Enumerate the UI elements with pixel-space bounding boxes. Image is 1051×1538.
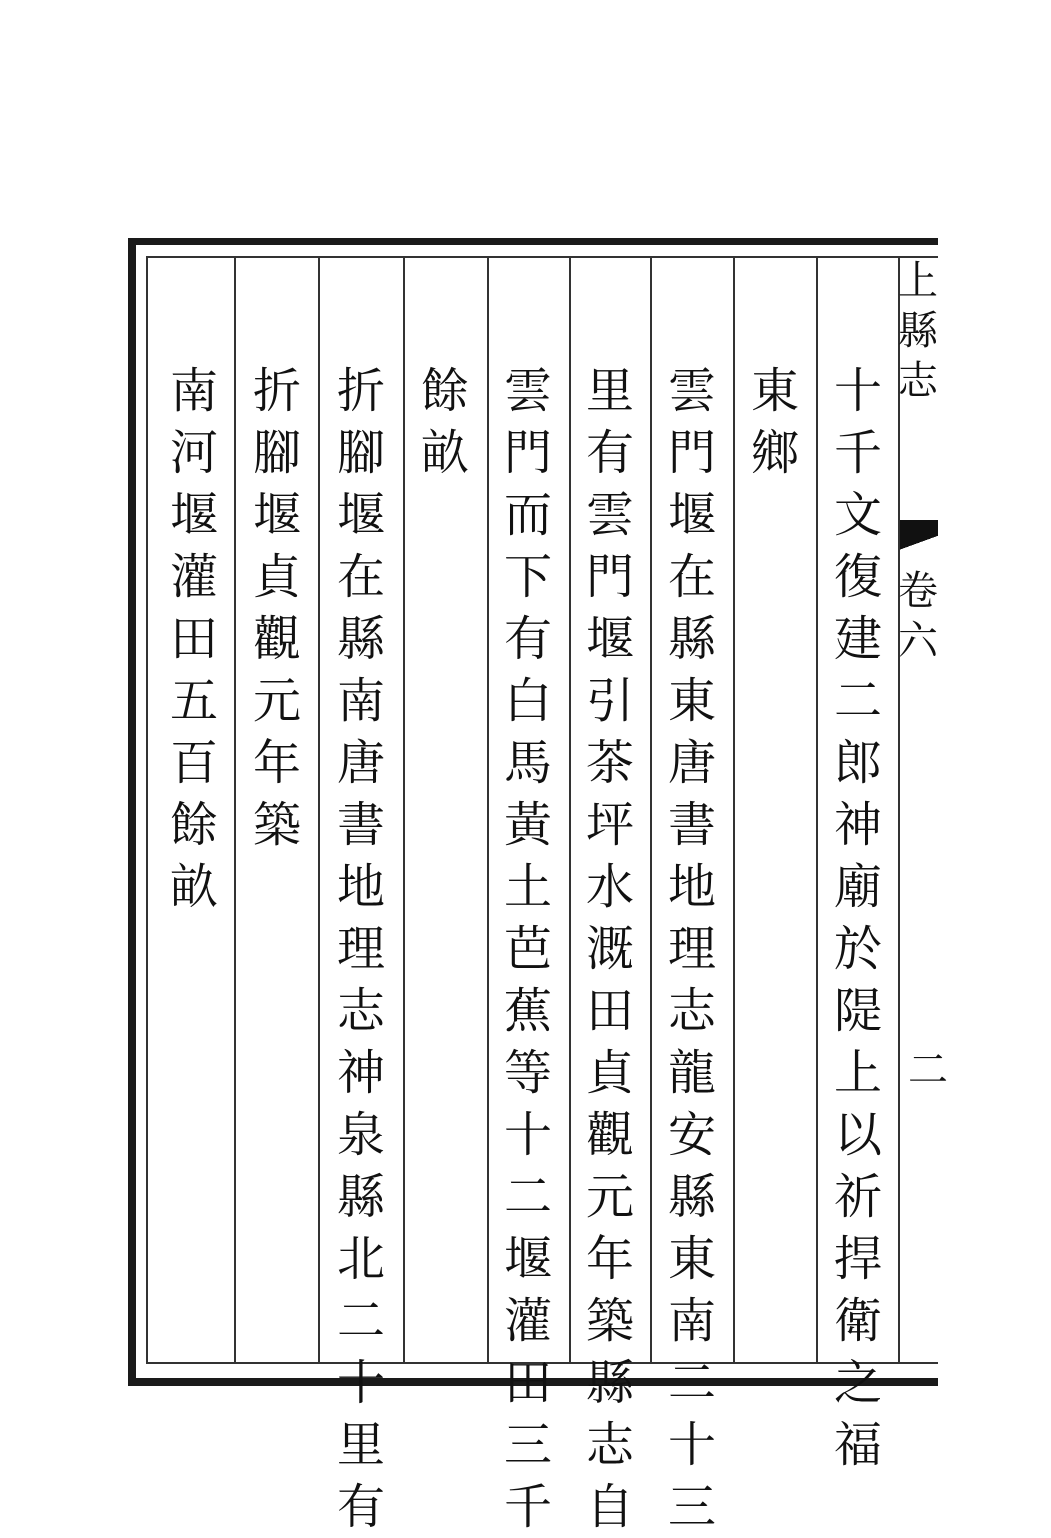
- leaf-number: 二: [908, 1047, 948, 1093]
- column-char: 縣: [667, 1169, 716, 1225]
- column-char: 二: [667, 1355, 716, 1411]
- column-char: 溉: [585, 921, 634, 977]
- column-char: 門: [585, 549, 634, 605]
- text-column: [331, 360, 391, 1538]
- column-char: 十: [667, 1417, 716, 1473]
- column-char: 田: [585, 983, 634, 1039]
- text-column: [745, 360, 805, 484]
- column-char: 茶: [585, 735, 634, 791]
- column-char: 坪: [585, 797, 634, 853]
- column-char: 地: [336, 859, 385, 915]
- column-char: 二: [503, 1169, 552, 1225]
- column-char: 元: [585, 1169, 634, 1225]
- column-char: 唐: [336, 735, 385, 791]
- column-char: 折: [336, 363, 385, 419]
- column-char: 引: [585, 673, 634, 729]
- column-char: 建: [833, 611, 882, 667]
- column-char: 里: [336, 1417, 385, 1473]
- column-char: 蕉: [503, 983, 552, 1039]
- column-char: 里: [585, 363, 634, 419]
- juan-char: 六: [898, 618, 938, 664]
- column-char: 雲: [585, 487, 634, 543]
- column-char: 畝: [420, 425, 469, 481]
- column-char: 復: [833, 549, 882, 605]
- column-rule: [234, 257, 236, 1363]
- column-char: 以: [833, 1107, 882, 1163]
- column-char: 郎: [833, 735, 882, 791]
- column-char: 河: [169, 425, 218, 481]
- column-char: 神: [833, 797, 882, 853]
- column-char: 堰: [667, 487, 716, 543]
- column-char: 堰: [585, 611, 634, 667]
- column-char: 年: [585, 1231, 634, 1287]
- column-char: 泉: [336, 1107, 385, 1163]
- column-char: 志: [585, 1417, 634, 1473]
- column-char: 捍: [833, 1231, 882, 1287]
- column-char: 有: [503, 611, 552, 667]
- text-column: [498, 360, 558, 1538]
- column-char: 雲: [503, 363, 552, 419]
- column-char: 灌: [169, 549, 218, 605]
- column-char: 自: [585, 1479, 634, 1535]
- column-char: 灌: [503, 1293, 552, 1349]
- column-char: 貞: [585, 1045, 634, 1101]
- column-char: 理: [667, 921, 716, 977]
- column-char: 年: [252, 735, 301, 791]
- title-char: 上: [898, 258, 938, 304]
- column-rule: [733, 257, 735, 1363]
- column-char: 觀: [252, 611, 301, 667]
- title-char: 縣: [898, 308, 938, 354]
- column-rule: [650, 257, 652, 1363]
- column-char: 白: [503, 673, 552, 729]
- column-char: 東: [667, 673, 716, 729]
- column-char: 神: [336, 1045, 385, 1101]
- column-rule: [403, 257, 405, 1363]
- column-char: 千: [503, 1479, 552, 1535]
- column-char: 北: [336, 1231, 385, 1287]
- column-char: 東: [750, 363, 799, 419]
- column-char: 等: [503, 1045, 552, 1101]
- column-char: 二: [833, 673, 882, 729]
- column-char: 安: [667, 1107, 716, 1163]
- column-char: 衛: [833, 1293, 882, 1349]
- column-char: 餘: [420, 363, 469, 419]
- column-char: 廟: [833, 859, 882, 915]
- column-char: 志: [336, 983, 385, 1039]
- column-char: 門: [667, 425, 716, 481]
- column-char: 堰: [252, 487, 301, 543]
- column-char: 水: [585, 859, 634, 915]
- column-char: 腳: [336, 425, 385, 481]
- column-char: 祈: [833, 1169, 882, 1225]
- text-column: [828, 360, 888, 1476]
- column-char: 理: [336, 921, 385, 977]
- column-rule: [569, 257, 571, 1363]
- text-column: [415, 360, 475, 484]
- column-char: 貞: [252, 549, 301, 605]
- center-fold-strip: [898, 256, 948, 1364]
- column-char: 三: [503, 1417, 552, 1473]
- column-char: 福: [833, 1417, 882, 1473]
- column-char: 馬: [503, 735, 552, 791]
- column-char: 雲: [667, 363, 716, 419]
- column-char: 門: [503, 425, 552, 481]
- column-char: 十: [833, 363, 882, 419]
- column-char: 三: [667, 1479, 716, 1535]
- column-char: 下: [503, 549, 552, 605]
- column-char: 田: [169, 611, 218, 667]
- column-char: 於: [833, 921, 882, 977]
- column-char: 黃: [503, 797, 552, 853]
- column-char: 折: [252, 363, 301, 419]
- text-column: [662, 360, 722, 1538]
- column-rule: [487, 257, 489, 1363]
- column-char: 南: [169, 363, 218, 419]
- column-char: 千: [833, 425, 882, 481]
- fishtail-mark: [900, 520, 938, 560]
- column-char: 鄉: [750, 425, 799, 481]
- column-char: 志: [667, 983, 716, 1039]
- column-char: 土: [503, 859, 552, 915]
- column-char: 五: [169, 673, 218, 729]
- column-char: 地: [667, 859, 716, 915]
- title-char: 志: [898, 358, 938, 404]
- column-char: 南: [667, 1293, 716, 1349]
- column-char: 田: [503, 1355, 552, 1411]
- column-char: 二: [336, 1293, 385, 1349]
- column-char: 書: [336, 797, 385, 853]
- juan-char: 卷: [898, 568, 938, 614]
- column-char: 堰: [336, 487, 385, 543]
- column-char: 南: [336, 673, 385, 729]
- column-char: 東: [667, 1231, 716, 1287]
- column-char: 築: [252, 797, 301, 853]
- column-char: 縣: [585, 1355, 634, 1411]
- column-char: 有: [336, 1479, 385, 1535]
- column-char: 堰: [169, 487, 218, 543]
- column-char: 縣: [667, 611, 716, 667]
- column-char: 在: [667, 549, 716, 605]
- text-column: [164, 360, 224, 918]
- column-char: 百: [169, 735, 218, 791]
- column-char: 畝: [169, 859, 218, 915]
- text-column: [580, 360, 640, 1538]
- column-char: 芭: [503, 921, 552, 977]
- column-char: 腳: [252, 425, 301, 481]
- column-char: 十: [503, 1107, 552, 1163]
- column-char: 縣: [336, 611, 385, 667]
- column-char: 縣: [336, 1169, 385, 1225]
- column-char: 之: [833, 1355, 882, 1411]
- text-column: [247, 360, 307, 856]
- column-char: 有: [585, 425, 634, 481]
- column-char: 而: [503, 487, 552, 543]
- column-char: 元: [252, 673, 301, 729]
- column-char: 在: [336, 549, 385, 605]
- column-char: 築: [585, 1293, 634, 1349]
- column-char: 堰: [503, 1231, 552, 1287]
- column-char: 文: [833, 487, 882, 543]
- column-char: 上: [833, 1045, 882, 1101]
- column-char: 龍: [667, 1045, 716, 1101]
- column-char: 十: [336, 1355, 385, 1411]
- column-char: 隄: [833, 983, 882, 1039]
- column-rule: [816, 257, 818, 1363]
- column-char: 餘: [169, 797, 218, 853]
- column-char: 唐: [667, 735, 716, 791]
- column-rule: [318, 257, 320, 1363]
- juan-label: [898, 566, 938, 666]
- column-char: 觀: [585, 1107, 634, 1163]
- column-char: 書: [667, 797, 716, 853]
- book-title: [898, 256, 938, 406]
